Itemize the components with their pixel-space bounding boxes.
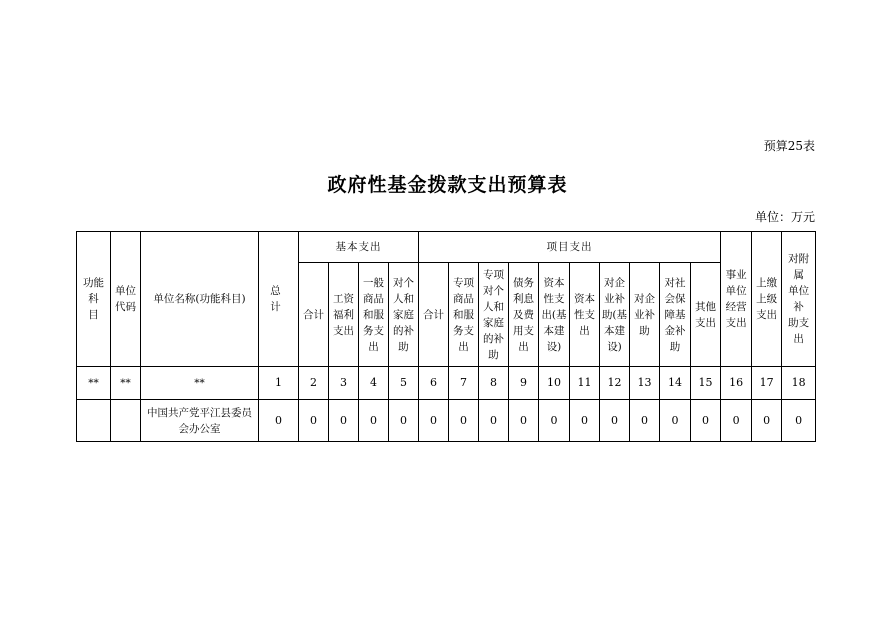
index-cell: 1: [259, 367, 299, 400]
index-cell: 3: [329, 367, 359, 400]
budget-table: [76, 231, 816, 442]
header-project-col: [419, 263, 449, 367]
header-unit-code-label: 单位 代码: [115, 285, 136, 313]
row-value-cell: 0: [752, 400, 782, 442]
index-cell: 15: [691, 367, 721, 400]
header-basic-wages: 工资 福利 支出: [333, 292, 354, 337]
index-unit-name: **: [141, 367, 259, 400]
header-basic-col: [359, 263, 389, 367]
header-project-col: [660, 263, 691, 367]
header-project-col: [479, 263, 509, 367]
index-cell: 2: [299, 367, 329, 400]
header-project-col: [449, 263, 479, 367]
header-project-enterprise-subsidy: 对企 业补 助: [634, 292, 655, 337]
header-basic-group: 基本支出: [299, 232, 419, 263]
index-cell: 13: [630, 367, 660, 400]
index-cell: 6: [419, 367, 449, 400]
index-cell: 5: [389, 367, 419, 400]
index-cell: 18: [782, 367, 816, 400]
index-cell: 7: [449, 367, 479, 400]
row-value-cell: 0: [570, 400, 600, 442]
index-unit-code: **: [111, 367, 141, 400]
index-func-code: **: [77, 367, 111, 400]
header-project-col: [600, 263, 630, 367]
row-value-cell: 0: [691, 400, 721, 442]
row-func-code: [77, 400, 111, 442]
header-unit-name: 单位名称(功能科目): [141, 232, 259, 367]
header-business-expense: 事业 单位 经营 支出: [725, 269, 747, 329]
header-basic-col: [329, 263, 359, 367]
header-func-code-label: 功能科 目: [83, 277, 104, 321]
row-value-cell: 0: [479, 400, 509, 442]
header-unit-code: [111, 232, 141, 367]
row-value-cell: 0: [419, 400, 449, 442]
row-value-cell: 0: [539, 400, 570, 442]
index-cell: 8: [479, 367, 509, 400]
header-project-col: [570, 263, 600, 367]
row-value-cell: 0: [721, 400, 752, 442]
row-value-cell: 0: [630, 400, 660, 442]
header-subsidiary-subsidy: 对附属 单位补 助支出: [788, 253, 810, 345]
row-value-cell: 0: [449, 400, 479, 442]
header-project-col: [539, 263, 570, 367]
header-basic-household-subsidy: 对个 人和 家庭 的补 助: [393, 276, 414, 353]
index-cell: 10: [539, 367, 570, 400]
header-total: 总 计: [259, 232, 299, 367]
row-value-cell: 0: [509, 400, 539, 442]
unit-label: 单位：万元: [754, 210, 815, 224]
index-cell: 16: [721, 367, 752, 400]
row-value-cell: 0: [389, 400, 419, 442]
header-row-group: [77, 232, 816, 263]
header-project-other: 其他 支出: [695, 300, 717, 329]
index-cell: 9: [509, 367, 539, 400]
header-remit-superior: 上缴 上级 支出: [756, 277, 778, 321]
row-unit-name: 中国共产党平江县委员会办公室: [141, 400, 259, 442]
header-project-group: 项目支出: [419, 232, 721, 263]
row-value-cell: 0: [329, 400, 359, 442]
index-cell: 14: [660, 367, 691, 400]
header-tail-cell: [721, 232, 752, 367]
header-project-capital: 资本 性支 出: [574, 292, 595, 337]
header-project-goods-services: 专项 商品 和服 务支 出: [453, 276, 474, 353]
index-cell: 17: [752, 367, 782, 400]
row-unit-code: [111, 400, 141, 442]
header-project-social-security: 对社 会保 障基 金补 助: [664, 276, 686, 353]
page-title: 政府性基金拨款支出预算表: [327, 174, 568, 196]
index-cell: 4: [359, 367, 389, 400]
header-basic-goods-services: 一般 商品 和服 务支 出: [363, 276, 384, 353]
header-basic-total: 合计: [303, 308, 324, 321]
header-project-enterprise-construction: 对企 业补 助(基 本建 设): [601, 276, 628, 353]
index-cell: 12: [600, 367, 630, 400]
header-project-col: [509, 263, 539, 367]
row-value-cell: 0: [259, 400, 299, 442]
row-value-cell: 0: [660, 400, 691, 442]
header-tail-cell: [752, 232, 782, 367]
header-project-total: 合计: [423, 308, 444, 321]
header-tail-cell: [782, 232, 816, 367]
header-basic-col: [299, 263, 329, 367]
index-row: [77, 367, 816, 400]
header-project-household-subsidy: 专项 对个 人和 家庭 的补 助: [483, 268, 504, 361]
row-value-cell: 0: [782, 400, 816, 442]
header-project-capital-construction: 资本 性支 出(基 本建 设): [541, 276, 567, 353]
row-value-cell: 0: [600, 400, 630, 442]
table-row: [77, 400, 816, 442]
row-value-cell: 0: [299, 400, 329, 442]
table-number: 预算25表: [763, 139, 815, 153]
header-project-col: [691, 263, 721, 367]
row-value-cell: 0: [359, 400, 389, 442]
index-cell: 11: [570, 367, 600, 400]
header-project-debt-interest: 债务 利息 及费 用支 出: [513, 276, 534, 353]
header-project-col: [630, 263, 660, 367]
header-func-code: [77, 232, 111, 367]
header-basic-col: [389, 263, 419, 367]
